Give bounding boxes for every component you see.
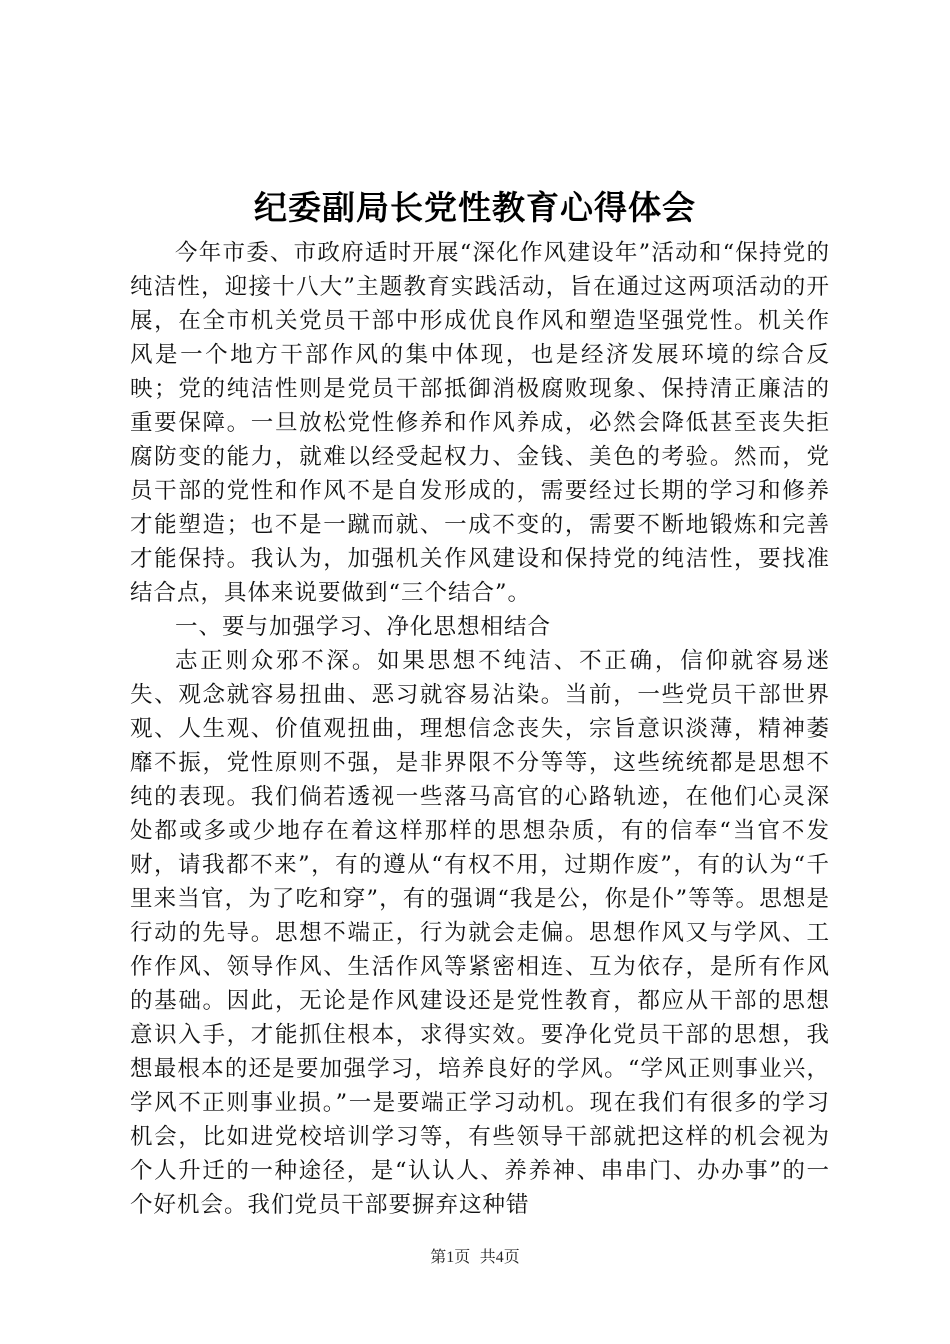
page-footer [0, 1246, 950, 1270]
section-heading-1: 一、要与加强学习、净化思想相结合 [175, 614, 552, 640]
document-title: 纪委副局长党性教育心得体会 [254, 188, 696, 227]
paragraph-intro: 今年市委、市政府适时开展“深化作风建设年”活动和“保持党的纯洁性，迎接十八大”主题教育实践活动，旨在通过这两项活动的开展，在全市机关党员干部中形成优良作风和塑造坚强党性。机关作风是一个地方干部作风的集中体现，也是经济发展环境的综合反映；党的纯洁性则是党员干部抵御消极腐败现象、保持清正廉洁的重要保障。一旦放松党性修养和作风养成，必然会降低甚至丧失拒腐防变的能力，就难以经受起权力、金钱、美色的考验。然而，党员干部的党性和作风不是自发形成的，需要经过长期的学习和修养才能塑造；也不是一蹴而就、一成不变的，需要不断地锻炼和完善才能保持。我认为，加强机关作风建设和保持党的纯洁性，要找准结合点，具体来说要做到“三个结合”。 [130, 240, 830, 606]
page-total: 共4页 [479, 1249, 520, 1266]
document-body [130, 236, 830, 1222]
paragraph-section-1: 志正则众邪不深。如果思想不纯洁、不正确，信仰就容易迷失、观念就容易扭曲、恶习就容易沾染。当前，一些党员干部世界观、人生观、价值观扭曲，理想信念丧失，宗旨意识淡薄，精神萎靡不振，党性原则不强，是非界限不分等等，这些统统都是思想不纯的表现。我们倘若透视一些落马高官的心路轨迹，在他们心灵深处都或多或少地存在着这样那样的思想杂质，有的信奉“当官不发财，请我都不来”，有的遵从“有权不用，过期作废”，有的认为“千里来当官，为了吃和穿”，有的强调“我是公，你是仆”等等。思想是行动的先导。思想不端正，行为就会走偏。思想作风又与学风、工作作风、领导作风、生活作风等紧密相连、互为依存，是所有作风的基础。因此，无论是作风建设还是党性教育，都应从干部的思想意识入手，才能抓住根本，求得实效。要净化党员干部的思想，我想最根本的还是要加强学习，培养良好的学风。“学风正则事业兴，学风不正则事业损。”一是要端正学习动机。现在我们有很多的学习机会，比如进党校培训学习等，有些领导干部就把这样的机会视为个人升迁的一种途径，是“认认人、养养神、串串门、办办事”的一个好机会。我们党员干部要摒弃这种错 [130, 648, 830, 1218]
page-number: 第1页 [430, 1249, 471, 1266]
